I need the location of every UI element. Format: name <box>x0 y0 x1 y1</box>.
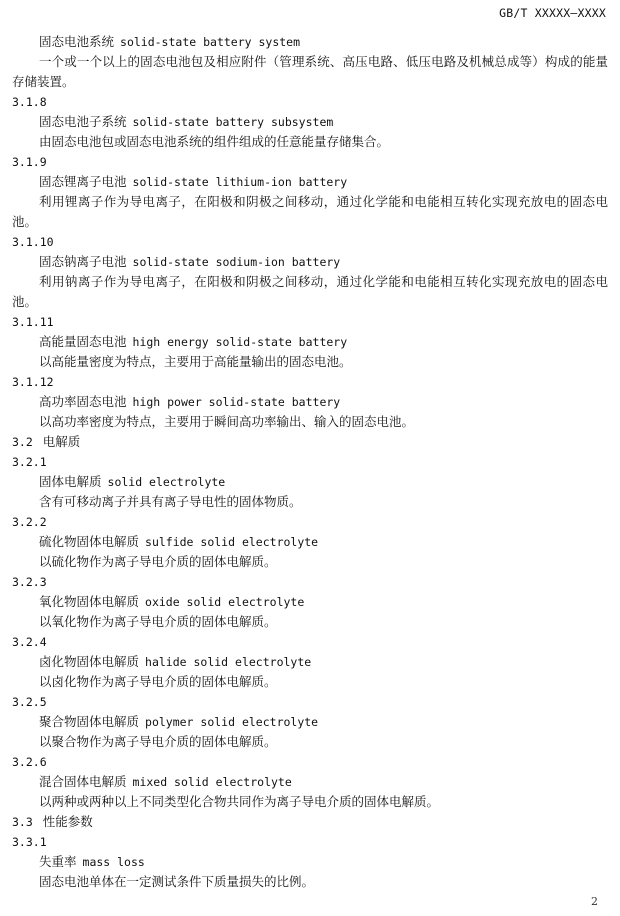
clause-number: 3.2.5 <box>12 695 47 709</box>
term-heading <box>12 532 608 552</box>
term-definition: 以两种或两种以上不同类型化合物共同作为离子导电介质的固体电解质。 <box>39 794 440 809</box>
term-heading <box>12 712 608 732</box>
term-chinese: 高能量固态电池 <box>39 334 127 349</box>
term-definition: 以硫化物作为离子导电介质的固体电解质。 <box>39 554 277 569</box>
term-chinese: 失重率 <box>39 854 77 869</box>
term-english: solid electrolyte <box>107 475 226 489</box>
clause-number: 3.2.1 <box>12 455 47 469</box>
section-heading <box>12 812 608 832</box>
term-definition: 以卤化物作为离子导电介质的固体电解质。 <box>39 674 277 689</box>
term-english: mixed solid electrolyte <box>132 775 292 789</box>
clause-number: 3.1.8 <box>12 95 47 109</box>
term-chinese: 聚合物固体电解质 <box>39 714 140 729</box>
section-title: 电解质 <box>42 434 81 449</box>
clause-number: 3.2.2 <box>12 515 47 529</box>
term-chinese: 固态锂离子电池 <box>39 174 127 189</box>
term-definition: 利用锂离子作为导电离子，在阳极和阴极之间移动，通过化学能和电能相互转化实现充放电的固态电池。 <box>12 194 608 229</box>
term-english: halide solid electrolyte <box>145 655 312 669</box>
term-chinese: 混合固体电解质 <box>39 774 127 789</box>
term-english: solid-state sodium-ion battery <box>132 255 341 269</box>
term-chinese: 固态电池子系统 <box>39 114 127 129</box>
clause-number: 3.2.3 <box>12 575 47 589</box>
clause-number: 3.2.6 <box>12 755 47 769</box>
term-heading <box>12 392 608 412</box>
term-chinese: 高功率固态电池 <box>39 394 127 409</box>
term-chinese: 氧化物固体电解质 <box>39 594 140 609</box>
page-number: 2 <box>591 895 598 908</box>
clause-number: 3.1.9 <box>12 155 47 169</box>
term-english: polymer solid electrolyte <box>145 715 319 729</box>
term-definition: 一个或一个以上的固态电池包及相应附件（管理系统、高压电路、低压电路及机械总成等）构成的能量存储装置。 <box>12 54 608 89</box>
term-definition: 以氧化物作为离子导电介质的固体电解质。 <box>39 614 277 629</box>
section-heading <box>12 432 608 452</box>
term-heading <box>12 172 608 192</box>
term-english: high energy solid-state battery <box>132 335 348 349</box>
term-english: solid-state battery subsystem <box>132 115 334 129</box>
term-heading <box>12 772 608 792</box>
term-definition: 以高能量密度为特点，主要用于高能量输出的固态电池。 <box>39 354 352 369</box>
term-heading <box>12 852 608 872</box>
term-definition: 以高功率密度为特点，主要用于瞬间高功率输出、输入的固态电池。 <box>39 414 415 429</box>
term-chinese: 卤化物固体电解质 <box>39 654 140 669</box>
term-chinese: 硫化物固体电解质 <box>39 534 140 549</box>
clause-number: 3.1.10 <box>12 235 54 249</box>
term-english: solid-state lithium-ion battery <box>132 175 348 189</box>
term-heading <box>12 252 608 272</box>
term-english: solid-state battery system <box>120 35 301 49</box>
term-english: oxide solid electrolyte <box>145 595 305 609</box>
term-definition: 利用钠离子作为导电离子，在阳极和阴极之间移动，通过化学能和电能相互转化实现充放电的固态电池。 <box>12 274 608 309</box>
section-title: 性能参数 <box>42 814 93 829</box>
document-body <box>12 32 608 892</box>
term-english: sulfide solid electrolyte <box>145 535 319 549</box>
term-english: high power solid-state battery <box>132 395 341 409</box>
document-code-header: GB/T XXXXX—XXXX <box>499 6 606 20</box>
term-heading <box>12 472 608 492</box>
term-chinese: 固态电池系统 <box>39 34 115 49</box>
clause-number: 3.2.4 <box>12 635 47 649</box>
term-definition: 固态电池单体在一定测试条件下质量损失的比例。 <box>39 874 315 889</box>
term-heading <box>12 332 608 352</box>
term-heading <box>12 112 608 132</box>
term-chinese: 固态钠离子电池 <box>39 254 127 269</box>
clause-number: 3.3.1 <box>12 835 47 849</box>
term-heading <box>12 32 608 52</box>
term-definition: 以聚合物作为离子导电介质的固体电解质。 <box>39 734 277 749</box>
term-english: mass loss <box>82 855 145 869</box>
term-heading <box>12 652 608 672</box>
term-chinese: 固体电解质 <box>39 474 102 489</box>
clause-number: 3.1.12 <box>12 375 54 389</box>
section-number: 3.3 <box>12 815 33 829</box>
term-heading <box>12 592 608 612</box>
term-definition: 含有可移动离子并具有离子导电性的固体物质。 <box>39 494 302 509</box>
section-number: 3.2 <box>12 435 33 449</box>
term-definition: 由固态电池包或固态电池系统的组件组成的任意能量存储集合。 <box>39 134 390 149</box>
clause-number: 3.1.11 <box>12 315 54 329</box>
